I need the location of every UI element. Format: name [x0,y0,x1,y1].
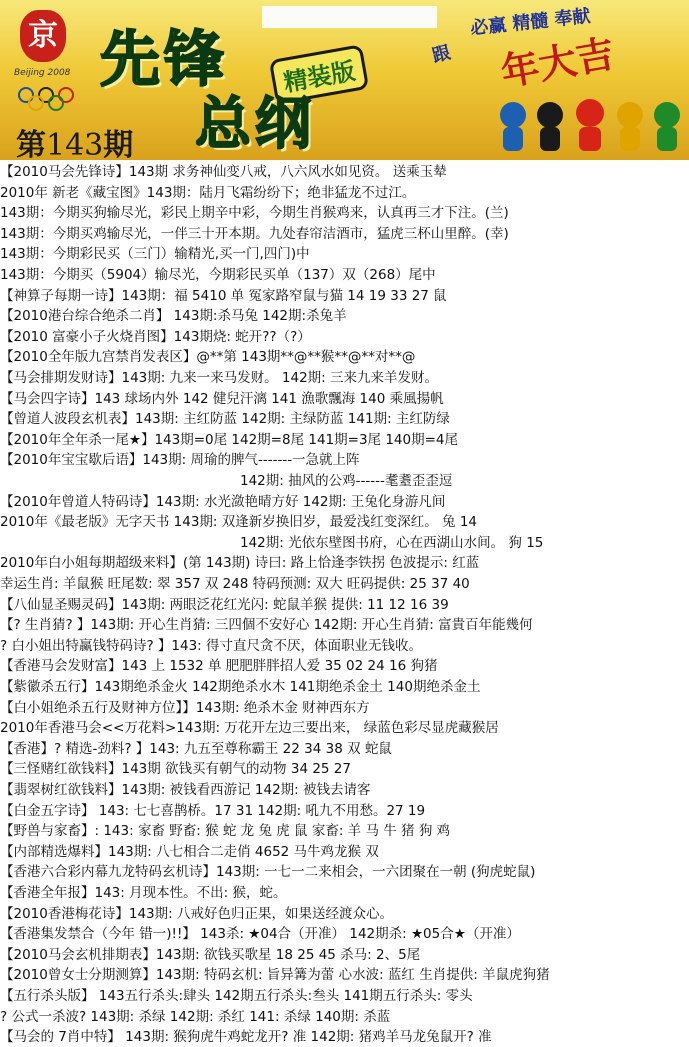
text-line: 【香港集发禁合（今年 错一)!!】 143杀: ★04合（开准） 142期杀: ★05合★（开准） [0,926,520,943]
text-line: 【马会排期发财诗】143期: 九来一来马发财。 142期: 三来九来羊发财。 [0,370,439,386]
text-line: 【内部精选爆料】143期: 八七相合二走俏 4652 马牛鸡龙猴 双 [0,843,379,860]
banner-slogan: 必赢 精髓 奉献 [469,5,592,40]
text-line: 【紫徽杀五行】143期绝杀金火 142期绝杀水木 141期绝杀金土 140期绝杀金土 [0,679,481,695]
text-line: 【2010马会先锋诗】143期 求务神仙变八戒，八六风水如见资。 送乘玉辇 [0,164,447,180]
text-line: 【2010马会玄机排期表】143期: 欲钱买歌星 18 25 45 杀马: 2、5尾 [0,946,421,963]
banner-title-top: 先锋 [100,25,228,95]
text-line: 【? 生肖猜? 】143期: 开心生肖猜: 三四個不安好心 142期: 开心生肖猜: 富貴百年能幾何 [0,617,533,634]
text-line: 2010年 新老《藏宝图》143期：陆月飞霜纷纷下；绝非猛龙不过江。 [0,184,416,201]
text-line: 【马会四字诗】143 球场内外 142 健兒汗漓 141 漁歌飄海 140 乘風揚帆 [0,390,444,407]
banner-title-bottom: 总纲 [195,92,315,157]
issue-value: 143 [46,128,104,160]
text-line: 【曾道人波段玄机表】143期: 主红防蓝 142期: 主绿防蓝 141期: 主红防绿 [0,411,450,428]
text-line: 【香港】? 精选-劲料? 】143: 九五至尊称霸王 22 34 38 双 蛇鼠 [0,740,392,757]
text-line: ? 白小姐出特赢钱特码诗? 】143: 得寸直尺贪不厌，体面职业无钱收。 [0,637,423,654]
text-line: 142期: 光依东壁图书府，心在西湖山水间。 狗 15 [240,534,544,551]
text-line: 【2010年宝宝歇后语】143期: 周瑜的脾气-------一急就上阵 [0,452,360,469]
text-line: 2010年白小姐每期超级来料】(第 143期) 诗曰: 路上恰逢李铁拐 色波提示: 红蓝 [0,555,480,572]
text-line: 【2010 富豪小子火烧肖图】143期烧: 蛇开??（?） [0,328,311,345]
text-line: 【2010港台综合绝杀二肖】 143期:杀马兔 142期:杀兔羊 [0,308,347,325]
olympic-logo [14,10,78,125]
text-line: 【2010香港梅花诗】143期: 八戒好色归正果，如果送经渡众心。 [0,905,393,922]
text-line: 143期：今期买鸡输尽光，一伴三十开本期。九处春帘洁酒市，猛虎三杯山里醉。(幸) [0,225,509,242]
issue-number [16,120,133,160]
text-line: 【翡翠树红欲钱料】143期: 被钱看西游记 142期: 被钱去请客 [0,782,371,798]
text-line: 143期：今期买（5904）输尽光，今期彩民买单（137）双（268）尾中 [0,267,436,283]
beijing-emblem-icon: 京 [20,10,66,62]
text-line: 【白小姐绝杀五行及财神方位】】143期: 绝杀木金 财神西东方 [0,699,370,716]
text-line: 【八仙显圣赐灵码】143期: 两眼泛花红光闪: 蛇鼠羊猴 提供: 11 12 16 39 [0,596,449,613]
text-line: 【马会的 7肖中特】 143期: 猴狗虎牛鸡蛇龙开? 准 142期: 猪鸡羊马龙兔鼠开? 准 [0,1029,492,1046]
text-line: 【神算子每期一诗】143期：福 5410 单 冤家路窄鼠与猫 14 19 33 27 鼠 [0,287,447,304]
banner-slogan-b: 跟 [430,42,453,67]
edition-badge: 精装版 [269,44,369,105]
header-banner [0,0,689,160]
mascots-icon [495,95,685,155]
text-line: 【野兽与家畜】: 143: 家畜 野畜: 猴 蛇 龙 兔 虎 鼠 家畜: 羊 马 牛 猪 狗 鸡 [0,823,451,840]
text-line: 【2010曾女士分期测算】143期: 特码玄机: 旨异篝为蕾 心水波: 蓝红 生肖提供: 羊鼠虎狗猪 [0,967,550,984]
text-line: 143期：今期买狗输尽光，彩民上期辛中彩，今期生肖猴鸡来，认真再三才下注。(兰) [0,205,509,222]
text-line: 【香港全年报】143: 月现本性。不出: 猴，蛇。 [0,885,287,901]
text-line: 【三怪赌红欲钱料】143期 欲钱买有朝气的动物 34 25 27 [0,761,351,778]
issue-suffix: 期 [103,128,134,160]
banner-white-strip [262,6,437,28]
text-line: 143期：今期彩民买（三门）输精光,买一门,四门)中 [0,246,310,263]
text-line: 【五行杀头版】 143五行杀头:肆头 142期五行杀头:叁头 141期五行杀头: 零头 [0,988,473,1004]
text-line: 幸运生肖: 羊鼠猴 旺尾数: 翠 357 双 248 特码预测: 双大 旺码提供: 25 37 40 [0,576,470,592]
text-line: 2010年《最老版》无字天书 143期: 双逢新岁换旧岁，最爱浅红变深红。 兔 14 [0,514,478,531]
text-line: ? 公式一杀波? 143期: 杀绿 142期: 杀红 141: 杀绿 140期: 杀蓝 [0,1008,391,1025]
text-line: 【香港六合彩内幕九龙特码玄机诗】143期: 一七一二来相会，一六团聚在一朝 (狗虎蛇鼠) [0,864,536,881]
text-line: 2010年香港马会<<万花料>143期: 万花开左边三要出来， 绿蓝色彩尽显虎藏猴居 [0,720,499,737]
text-line: 142期: 抽风的公鸡------耄耋歪歪逗 [240,473,453,489]
text-line: 【2010年全年杀一尾★】143期=0尾 142期=8尾 141期=3尾 140期=4尾 [0,431,459,448]
text-line: 【香港马会发财富】143 上 1532 单 肥肥胖胖招人爱 35 02 24 16 狗猪 [0,658,438,675]
olympic-rings-icon [16,86,76,112]
issue-prefix: 第 [16,128,46,160]
text-line: 【2010全年版九宫禁肖发表区】@**第 143期**@**猴**@**对**@ [0,349,416,366]
text-line: 【2010年曾道人特码诗】143期: 水光潋艳晴方好 142期: 王兔化身游凡间 [0,493,446,510]
banner-slogan-c: 年大吉 [497,30,618,95]
logo-text: Beijing 2008 [14,68,71,78]
text-line: 【白金五字诗】 143: 七七喜鹊桥。17 31 142期: 吼九不用愁。27 19 [0,802,426,819]
